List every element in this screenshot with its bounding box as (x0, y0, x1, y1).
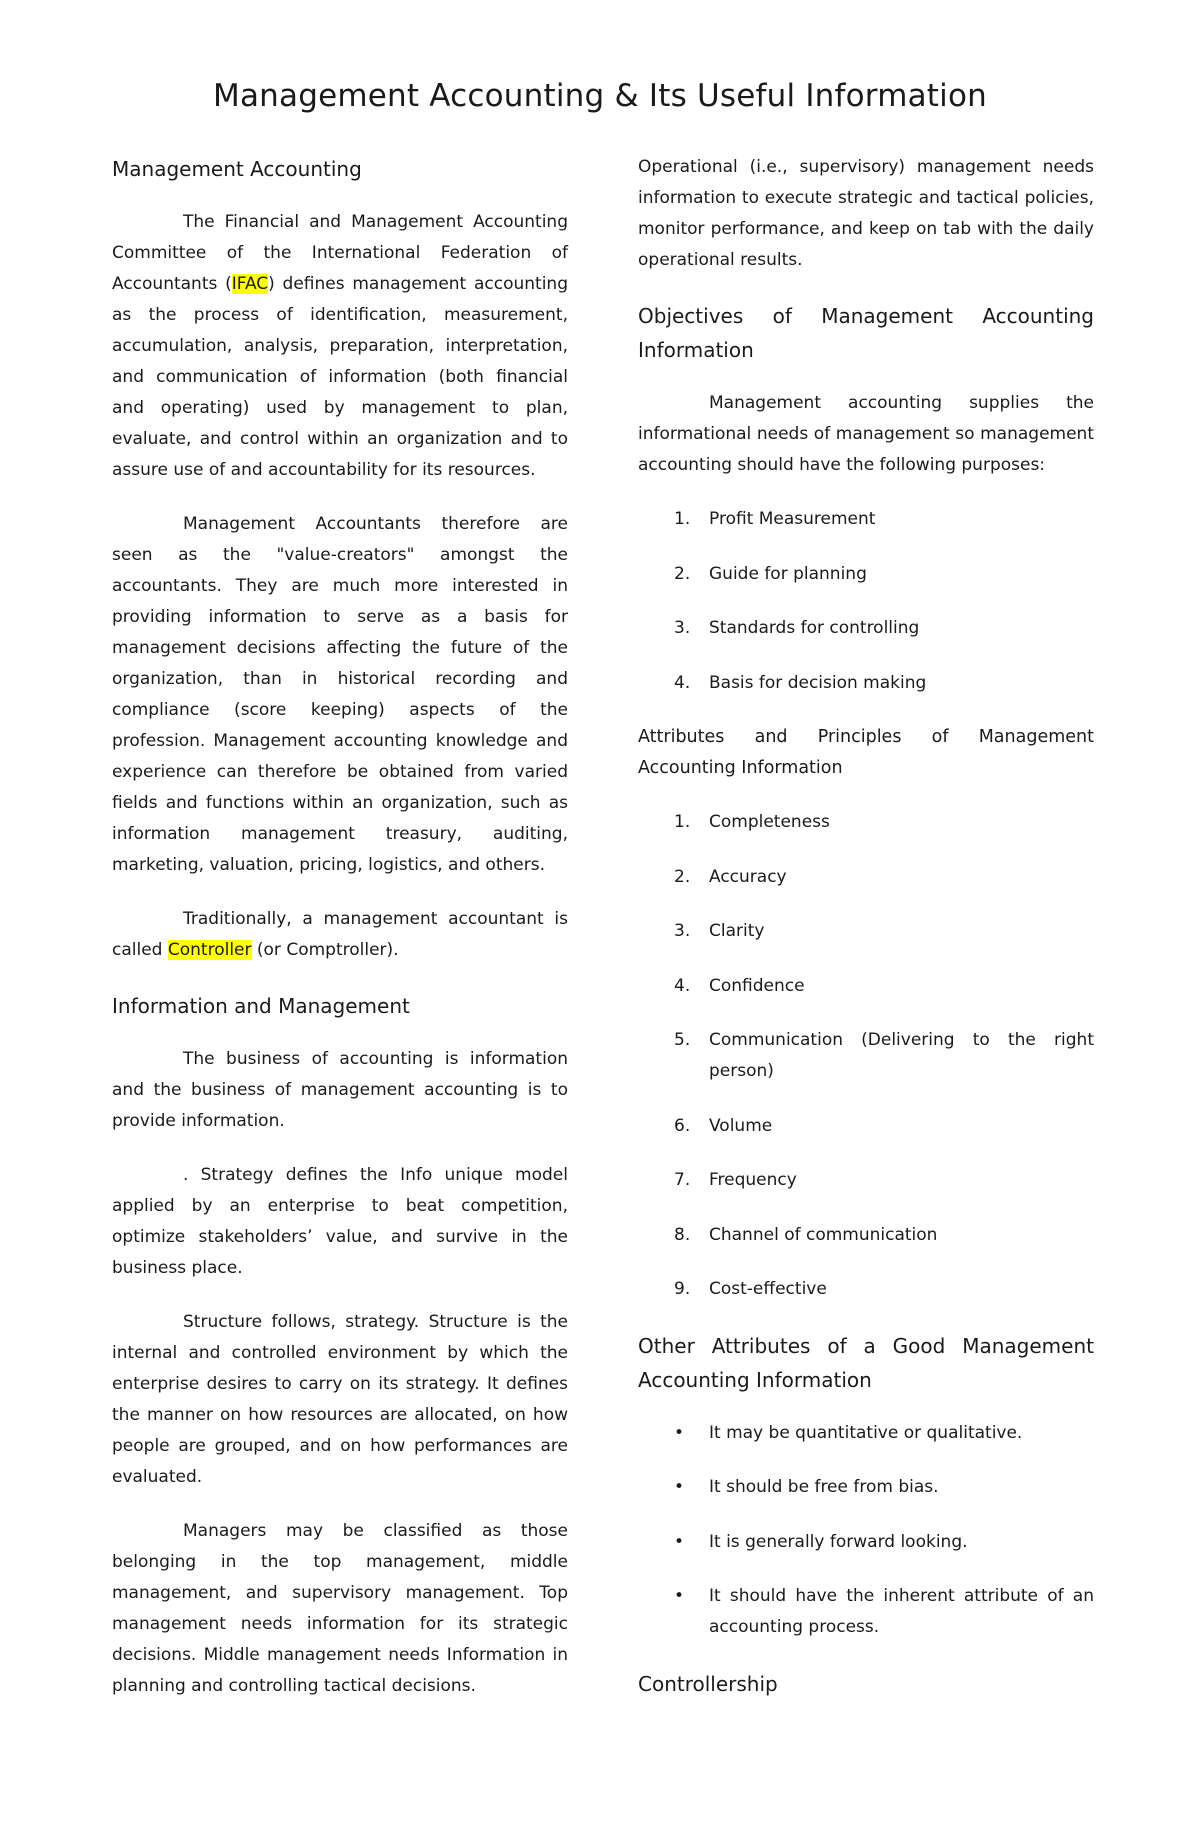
list-item-text: Volume (709, 1115, 773, 1136)
list-number: 2. (674, 866, 691, 887)
bullet-icon: • (674, 1422, 685, 1443)
list-number: 8. (674, 1224, 691, 1245)
list-item-text: Channel of communication (709, 1224, 938, 1245)
list-item (638, 1472, 1094, 1503)
text-run: The Financial and Management Accounting Committee of the International Federation of Accountants ( (112, 212, 568, 294)
bullet-icon: • (674, 1477, 685, 1497)
paragraph-strategy: . Strategy defines the Info unique model applied by an enterprise to beat competition, optimize stakeholders’ value, and survive in the business place. (112, 1165, 568, 1278)
text-run: ) defines management accounting as the process of identification, measurement, accumulation, analysis, preparation, interpretation, and communication of information (both financial and operating) used by management to plan, evaluate, and control within an organization and to assure use of and accountability for its resources. (112, 274, 568, 480)
list-item (638, 1581, 1094, 1643)
paragraph-controller (112, 904, 568, 966)
section-heading-other-attributes: Other Attributes of a Good Management Accounting Information (638, 1333, 1094, 1392)
list-item-text: Completeness (709, 812, 830, 832)
list-item (638, 668, 1094, 699)
list-number: 6. (674, 1115, 691, 1136)
paragraph-managers: Managers may be classified as those belonging in the top management, middle management, and supervisory management. Top management needs information for its strategic decisions. Middle management needs Information in planning and controlling tactical decisions. (112, 1521, 568, 1696)
list-number: 9. (674, 1279, 691, 1299)
paragraph-value-creators: Management Accountants therefore are seen as the "value-creators" amongst the accountants. They are much more interested in providing information to serve as a basis for management decisions affecting the future of the organization, than in historical recording and compliance (score keeping) aspects of the profession. Management accounting knowledge and experience can therefore be obtained from varied fields and functions within an organization, such as information management treasury, auditing, marketing, valuation, pricing, logistics, and others. (112, 514, 568, 875)
list-item (638, 916, 1094, 947)
list-item-text: Cost-effective (709, 1279, 827, 1299)
bullet-icon: • (674, 1586, 685, 1606)
list-item-text: Guide for planning (709, 563, 867, 584)
list-item-text: It should be free from bias. (709, 1477, 939, 1497)
section-heading-management-accounting: Management Accounting (112, 157, 362, 181)
attributes-list (638, 807, 1094, 1305)
list-number: 4. (674, 975, 691, 996)
section-heading-controllership: Controllership (638, 1671, 778, 1696)
list-number: 5. (674, 1030, 691, 1050)
bullet-icon: • (674, 1531, 685, 1552)
objectives-list (638, 504, 1094, 699)
paragraph-operational-management: Operational (i.e., supervisory) management needs information to execute strategic and tactical policies, monitor performance, and keep on tab with the daily operational results. (638, 157, 1094, 270)
list-item (638, 559, 1094, 590)
list-item-text: Frequency (709, 1170, 797, 1190)
list-item-text: It may be quantitative or qualitative. (709, 1422, 1023, 1443)
list-item-text: Communication (Delivering to the right person) (709, 1030, 1094, 1081)
paragraph-ifac-definition (112, 207, 568, 486)
list-item (638, 1527, 1094, 1558)
list-item (638, 1220, 1094, 1251)
list-item (638, 613, 1094, 644)
text-run: (or Comptroller). (251, 940, 399, 960)
list-item (638, 1274, 1094, 1305)
list-number: 1. (674, 812, 691, 832)
list-item-text: Standards for controlling (709, 618, 920, 638)
list-item (638, 1111, 1094, 1142)
list-item-text: Profit Measurement (709, 509, 876, 529)
highlighted-text-ifac: IFAC (231, 274, 269, 294)
list-item-text: It should have the inherent attribute of an accounting process. (709, 1586, 1094, 1637)
list-item-text: It is generally forward looking. (709, 1531, 968, 1552)
paragraph-business-of-accounting: The business of accounting is information and the business of management accounting is to provide information. (112, 1049, 568, 1131)
page-title: Management Accounting & Its Useful Information (213, 78, 987, 114)
list-number: 7. (674, 1170, 691, 1190)
list-number: 3. (674, 618, 691, 638)
list-item-text: Basis for decision making (709, 672, 927, 693)
paragraph-objectives-intro: Management accounting supplies the informational needs of management so management accounting should have the following purposes: (638, 393, 1094, 475)
list-item-text: Confidence (709, 975, 805, 996)
list-number: 4. (674, 672, 691, 693)
left-column (112, 152, 568, 1725)
list-number: 1. (674, 509, 691, 529)
section-heading-objectives: Objectives of Management Accounting Information (638, 304, 1094, 362)
list-item (638, 971, 1094, 1002)
other-attributes-list (638, 1418, 1094, 1644)
text-run: Traditionally, a management accountant is called (112, 909, 568, 960)
list-item (638, 504, 1094, 535)
list-item (638, 1418, 1094, 1449)
list-number: 3. (674, 921, 691, 941)
right-column (638, 152, 1094, 1701)
list-number: 2. (674, 563, 691, 584)
list-item-text: Accuracy (709, 866, 787, 887)
list-item (638, 862, 1094, 893)
paragraph-structure: Structure follows, strategy. Structure is the internal and controlled environment by which the enterprise desires to carry on its strategy. It defines the manner on how resources are allocated, on how people are grouped, and on how performances are evaluated. (112, 1312, 568, 1487)
list-item (638, 807, 1094, 838)
list-item (638, 1165, 1094, 1196)
list-item-text: Clarity (709, 921, 765, 941)
list-item (638, 1025, 1094, 1087)
highlighted-text-controller: Controller (167, 940, 252, 960)
section-heading-information-and-management: Information and Management (112, 994, 410, 1018)
section-heading-attributes-principles: Attributes and Principles of Management Accounting Information (638, 727, 1094, 778)
